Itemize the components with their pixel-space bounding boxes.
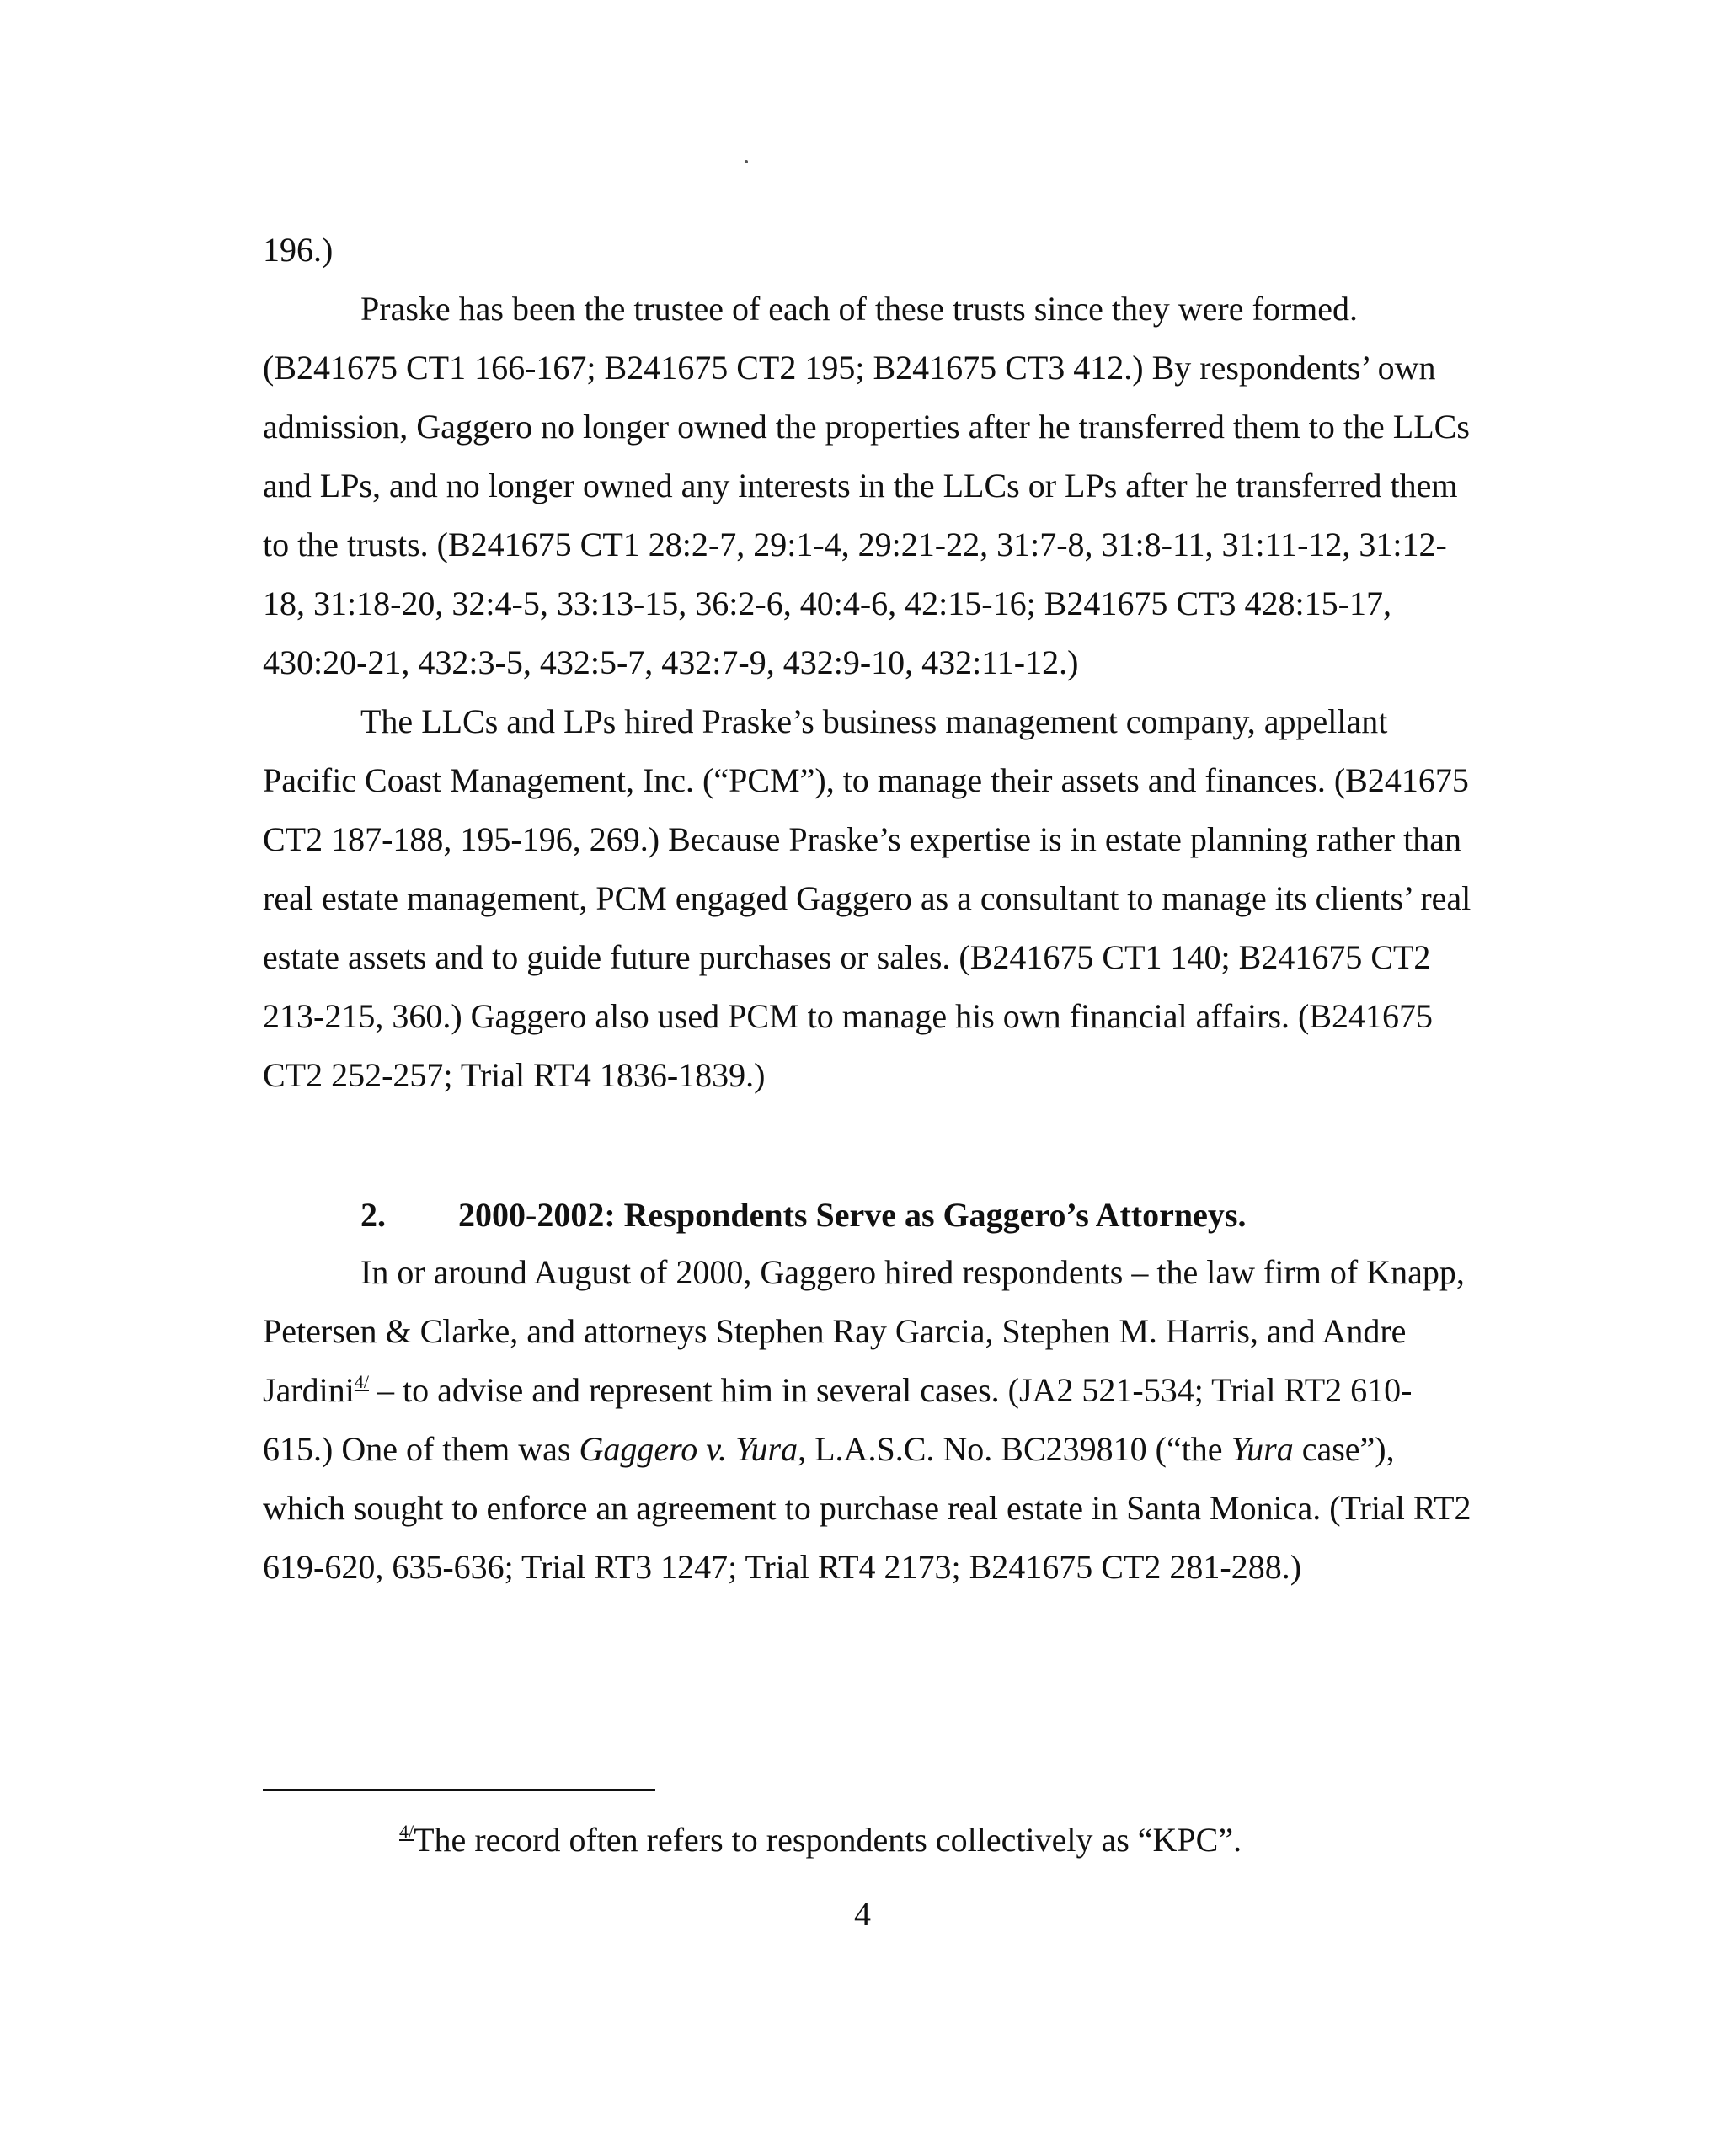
footnote-divider: [263, 1789, 655, 1791]
footnote-text: The record often refers to respondents collectively as “KPC”.: [414, 1821, 1242, 1859]
page-number: 4: [854, 1895, 871, 1933]
section-heading: [263, 1196, 1480, 1235]
paragraph-respondents: [263, 1243, 1480, 1597]
section-heading-number: 2.: [360, 1196, 386, 1234]
scan-speck: [745, 160, 748, 163]
paragraph-continuation: 196.): [263, 231, 334, 269]
paragraph-respondents-part-2: – to advise and represent him in several cases. (JA2 521-534; Trial RT2 610-615.) One of them was: [263, 1371, 1413, 1468]
section-heading-text: 2000-2002: Respondents Serve as Gaggero’s Attorneys.: [458, 1196, 1247, 1234]
paragraph-respondents-part-4: case”), which sought to enforce an agreement to purchase real estate in Santa Monica. (Trial RT2 619-620, 635-636; Trial RT3 1247; Trial RT4 2173; B241675 CT2 281-288.): [263, 1430, 1471, 1586]
case-short-name: Yura: [1231, 1430, 1294, 1468]
paragraph-pcm: The LLCs and LPs hired Praske’s business management company, appellant Pacific Coast Management, Inc. (“PCM”), to manage their assets and finances. (B241675 CT2 187-188, 195-196, 269.) Because Praske’s expertise is in estate planning rather than real estate management, PCM engaged Gaggero as a consultant to manage its clients’ real estate assets and to guide future purchases or sales. (B241675 CT1 140; B241675 CT2 213-215, 360.) Gaggero also used PCM to manage his own financial affairs. (B241675 CT2 252-257; Trial RT4 1836-1839.): [263, 702, 1471, 1094]
footnote: [399, 1819, 1242, 1861]
paragraph-respondents-part-1: In or around August of 2000, Gaggero hired respondents – the law firm of Knapp, Petersen & Clarke, and attorneys Stephen Ray Garcia, Stephen M. Harris, and Andre Jardini: [263, 1253, 1465, 1409]
paragraph-respondents-part-3: , L.A.S.C. No. BC239810 (“the: [798, 1430, 1231, 1468]
body-text: [263, 221, 1480, 1597]
footnote-marker: 4/: [399, 1821, 414, 1842]
case-name: Gaggero v. Yura: [579, 1430, 798, 1468]
footnote-reference: 4/: [354, 1371, 369, 1392]
paragraph-trustee: Praske has been the trustee of each of these trusts since they were formed. (B241675 CT1 166-167; B241675 CT2 195; B241675 CT3 412.) By respondents’ own admission, Gaggero no longer owned the properties after he transferred them to the LLCs and LPs, and no longer owned any interests in the LLCs or LPs after he transferred them to the trusts. (B241675 CT1 28:2-7, 29:1-4, 29:21-22, 31:7-8, 31:8-11, 31:11-12, 31:12-18, 31:18-20, 32:4-5, 33:13-15, 36:2-6, 40:4-6, 42:15-16; B241675 CT3 428:15-17, 430:20-21, 432:3-5, 432:5-7, 432:7-9, 432:9-10, 432:11-12.): [263, 290, 1470, 681]
